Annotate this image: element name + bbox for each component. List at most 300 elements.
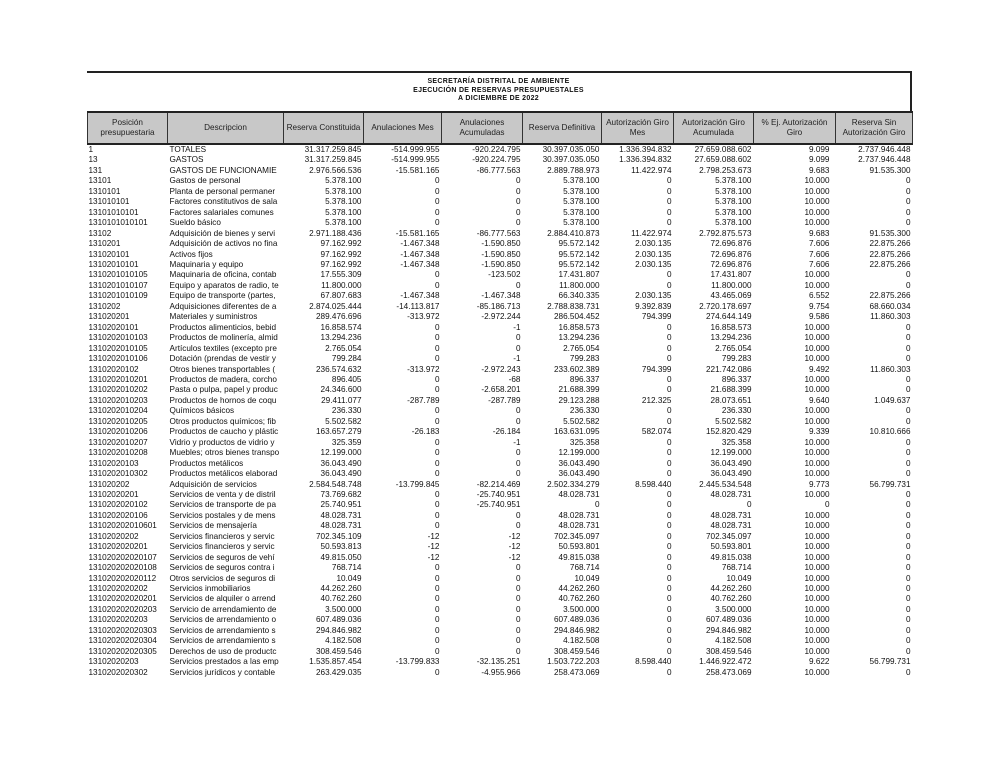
cell-posicion: 1310202020202 (88, 584, 148, 594)
cell-anulaciones-acumuladas: 0 (515, 333, 521, 343)
table-row (88, 647, 913, 657)
cell-pct-ejecucion: 10.000 (804, 385, 830, 395)
table-row (88, 281, 913, 291)
cell-descripcion: Servicios postales y de mens (169, 510, 276, 520)
cell-pct-ejecucion: 10.000 (804, 625, 830, 635)
cell-anulaciones-mes: 0 (434, 176, 440, 186)
cell-reserva-definitiva: 163.631.095 (553, 427, 600, 437)
cell-autorizacion-giro-acumulada: 36.043.490 (710, 469, 752, 479)
cell-reserva-sin-autorizacion: 22.875.266 (869, 239, 911, 249)
col-header-anulaciones-mes: Anulaciones Mes (364, 112, 442, 144)
cell-anulaciones-acumuladas: -1 (513, 437, 521, 447)
cell-autorizacion-giro-mes: 0 (666, 552, 672, 562)
table-row (88, 344, 913, 354)
cell-autorizacion-giro-acumulada: 36.043.490 (710, 458, 752, 468)
table-row (88, 176, 913, 186)
cell-reserva-definitiva: 29.123.288 (558, 395, 600, 405)
table-row (88, 260, 913, 270)
cell-reserva-constituida: 50.593.813 (320, 542, 362, 552)
cell-anulaciones-acumuladas: -4.955.966 (481, 667, 521, 677)
cell-pct-ejecucion: 9.492 (809, 364, 830, 374)
table-row (88, 490, 913, 500)
cell-pct-ejecucion: 9.683 (809, 165, 830, 175)
cell-descripcion: Servicios de arrendamiento o (169, 615, 276, 625)
cell-anulaciones-mes: 0 (434, 416, 440, 426)
cell-reserva-definitiva: 2.884.410.873 (547, 228, 600, 238)
col-header-anulaciones-acumuladas: Anulaciones Acumuladas (442, 112, 523, 144)
cell-reserva-definitiva: 702.345.097 (553, 531, 600, 541)
cell-descripcion: Productos de molinería, almid (169, 333, 278, 343)
table-row (88, 626, 913, 636)
cell-reserva-definitiva: 21.688.399 (558, 385, 600, 395)
cell-reserva-definitiva: 607.489.036 (553, 615, 600, 625)
table-body (88, 144, 913, 678)
cell-autorizacion-giro-acumulada: 5.378.100 (715, 218, 752, 228)
cell-reserva-sin-autorizacion: 22.875.266 (869, 291, 911, 301)
cell-autorizacion-giro-mes: 0 (666, 416, 672, 426)
cell-pct-ejecucion: 10.000 (804, 552, 830, 562)
cell-reserva-constituida: 13.294.236 (320, 333, 362, 343)
cell-descripcion: Equipo de transporte (partes, (169, 291, 276, 301)
cell-anulaciones-mes: 0 (434, 207, 440, 217)
cell-reserva-constituida: 36.043.490 (320, 469, 362, 479)
cell-anulaciones-mes: 0 (434, 667, 440, 677)
cell-anulaciones-mes: 0 (434, 636, 440, 646)
cell-reserva-constituida: 768.714 (331, 563, 362, 573)
cell-descripcion: Otros servicios de seguros di (169, 573, 276, 583)
cell-anulaciones-mes: 0 (434, 615, 440, 625)
cell-pct-ejecucion: 10.000 (804, 531, 830, 541)
table-row (88, 480, 913, 490)
report-sheet (87, 71, 912, 678)
table-row (88, 521, 913, 531)
cell-autorizacion-giro-mes: 0 (666, 510, 672, 520)
cell-reserva-constituida: 40.762.260 (320, 594, 362, 604)
cell-reserva-constituida: 5.378.100 (325, 186, 362, 196)
cell-reserva-definitiva: 3.500.000 (563, 604, 600, 614)
cell-reserva-sin-autorizacion: 0 (905, 521, 911, 531)
cell-anulaciones-mes: -15.581.165 (395, 228, 440, 238)
cell-reserva-constituida: 2.765.054 (325, 343, 362, 353)
cell-descripcion: Servicios de arrendamiento s (169, 625, 276, 635)
cell-anulaciones-mes: -1.467.348 (400, 291, 440, 301)
cell-anulaciones-mes: -1.467.348 (400, 259, 440, 269)
cell-reserva-constituida: 4.182.508 (325, 636, 362, 646)
cell-descripcion: Servicios de venta y de distril (169, 489, 276, 499)
cell-posicion: 13102020201 (88, 489, 139, 499)
cell-reserva-definitiva: 50.593.801 (558, 542, 600, 552)
cell-autorizacion-giro-acumulada: 2.765.054 (715, 343, 752, 353)
cell-reserva-sin-autorizacion: 0 (905, 646, 911, 656)
cell-autorizacion-giro-acumulada: 1.446.922.472 (699, 657, 752, 667)
cell-pct-ejecucion: 10.000 (804, 218, 830, 228)
cell-posicion: 131020202020203 (88, 604, 157, 614)
cell-anulaciones-mes: 0 (434, 218, 440, 228)
cell-reserva-sin-autorizacion: 0 (905, 469, 911, 479)
cell-autorizacion-giro-acumulada: 294.846.982 (705, 625, 752, 635)
cell-anulaciones-mes: 0 (434, 280, 440, 290)
cell-reserva-definitiva: 2.889.788.973 (547, 165, 600, 175)
cell-pct-ejecucion: 10.000 (804, 489, 830, 499)
cell-autorizacion-giro-mes: 0 (666, 176, 672, 186)
table-row (88, 396, 913, 406)
cell-reserva-sin-autorizacion: 0 (905, 625, 911, 635)
cell-reserva-constituida: 25.740.951 (320, 500, 362, 510)
cell-autorizacion-giro-mes: 8.598.440 (635, 657, 672, 667)
cell-descripcion: Adquisiciones diferentes de a (169, 301, 277, 311)
cell-reserva-constituida: 5.378.100 (325, 218, 362, 228)
cell-descripcion: Otros bienes transportables ( (169, 364, 276, 374)
table-row (88, 668, 913, 678)
cell-reserva-constituida: 236.330 (331, 406, 362, 416)
cell-posicion: 131020202010601 (88, 521, 157, 531)
cell-autorizacion-giro-mes: 0 (666, 448, 672, 458)
cell-autorizacion-giro-mes: 0 (666, 615, 672, 625)
cell-pct-ejecucion: 10.000 (804, 604, 830, 614)
cell-posicion: 1310202010207 (88, 437, 148, 447)
cell-descripcion: Productos alimenticios, bebid (169, 322, 276, 332)
cell-pct-ejecucion: 9.586 (809, 312, 830, 322)
cell-autorizacion-giro-mes: 0 (666, 385, 672, 395)
cell-anulaciones-acumuladas: -1.467.348 (481, 291, 521, 301)
table-row (88, 542, 913, 552)
cell-reserva-sin-autorizacion: 0 (905, 510, 911, 520)
cell-posicion: 1 (88, 145, 94, 154)
table-row (88, 553, 913, 563)
cell-autorizacion-giro-acumulada: 258.473.069 (705, 667, 752, 677)
cell-autorizacion-giro-mes: 0 (666, 343, 672, 353)
cell-anulaciones-mes: -12 (427, 552, 440, 562)
cell-reserva-definitiva: 30.397.035.050 (542, 145, 600, 154)
cell-anulaciones-mes: 0 (434, 625, 440, 635)
cell-anulaciones-acumuladas: -2.972.243 (481, 364, 521, 374)
col-header-autorizacion-giro-mes: Autorización Giro Mes (602, 112, 674, 144)
cell-autorizacion-giro-mes: 0 (666, 594, 672, 604)
cell-reserva-definitiva: 95.572.142 (558, 259, 600, 269)
cell-autorizacion-giro-mes: 212.325 (641, 395, 672, 405)
cell-anulaciones-mes: -313.972 (407, 312, 440, 322)
cell-autorizacion-giro-mes: 0 (666, 531, 672, 541)
cell-autorizacion-giro-acumulada: 28.073.651 (710, 395, 752, 405)
cell-reserva-definitiva: 294.846.982 (553, 625, 600, 635)
cell-autorizacion-giro-mes: 794.399 (641, 364, 672, 374)
table-row (88, 605, 913, 615)
cell-descripcion: Servicio de arrendamiento de (169, 604, 277, 614)
cell-pct-ejecucion: 10.000 (804, 416, 830, 426)
cell-autorizacion-giro-acumulada: 48.028.731 (710, 521, 752, 531)
cell-reserva-sin-autorizacion: 91.535.300 (869, 165, 911, 175)
cell-reserva-constituida: 236.574.632 (315, 364, 362, 374)
cell-anulaciones-mes: -13.799.833 (395, 657, 440, 667)
cell-anulaciones-mes: -514.999.955 (391, 145, 440, 154)
table-row (88, 584, 913, 594)
cell-pct-ejecucion: 10.000 (804, 573, 830, 583)
cell-autorizacion-giro-acumulada: 48.028.731 (710, 510, 752, 520)
cell-descripcion: Pasta o pulpa, papel y produc (169, 385, 278, 395)
cell-posicion: 1310201 (88, 239, 121, 249)
cell-autorizacion-giro-acumulada: 5.378.100 (715, 207, 752, 217)
cell-autorizacion-giro-mes: 794.399 (641, 312, 672, 322)
table-row (88, 155, 913, 165)
cell-reserva-sin-autorizacion: 91.535.300 (869, 228, 911, 238)
cell-autorizacion-giro-mes: 2.030.135 (635, 239, 672, 249)
cell-pct-ejecucion: 10.000 (804, 207, 830, 217)
cell-autorizacion-giro-mes: 0 (666, 604, 672, 614)
table-row (88, 500, 913, 510)
cell-autorizacion-giro-mes: 0 (666, 646, 672, 656)
cell-pct-ejecucion: 9.339 (809, 427, 830, 437)
table-row (88, 574, 913, 584)
cell-reserva-constituida: 16.858.574 (320, 322, 362, 332)
cell-reserva-sin-autorizacion: 22.875.266 (869, 259, 911, 269)
cell-anulaciones-mes: 0 (434, 385, 440, 395)
cell-autorizacion-giro-acumulada: 799.283 (721, 354, 752, 364)
cell-reserva-sin-autorizacion: 0 (905, 584, 911, 594)
cell-autorizacion-giro-mes: 0 (666, 573, 672, 583)
cell-pct-ejecucion: 10.000 (804, 458, 830, 468)
cell-reserva-sin-autorizacion: 0 (905, 270, 911, 280)
cell-descripcion: Adquisición de bienes y servi (169, 228, 276, 238)
cell-pct-ejecucion: 9.683 (809, 228, 830, 238)
cell-descripcion: Planta de personal permaner (169, 186, 276, 196)
cell-autorizacion-giro-acumulada: 5.378.100 (715, 197, 752, 207)
table-row (88, 333, 913, 343)
cell-reserva-constituida: 263.429.035 (315, 667, 362, 677)
cell-reserva-sin-autorizacion: 0 (905, 667, 911, 677)
cell-posicion: 1310101 (88, 186, 121, 196)
cell-pct-ejecucion: 10.000 (804, 437, 830, 447)
cell-reserva-sin-autorizacion: 0 (905, 573, 911, 583)
cell-anulaciones-mes: 0 (434, 584, 440, 594)
cell-autorizacion-giro-acumulada: 274.644.149 (705, 312, 752, 322)
cell-reserva-constituida: 31.317.259.845 (304, 155, 362, 165)
cell-reserva-constituida: 48.028.731 (320, 510, 362, 520)
cell-descripcion: Servicios financieros y servic (169, 531, 275, 541)
table-row (88, 166, 913, 176)
cell-autorizacion-giro-mes: 0 (666, 667, 672, 677)
cell-anulaciones-acumuladas: 0 (515, 343, 521, 353)
cell-reserva-sin-autorizacion: 11.860.303 (870, 312, 911, 322)
cell-posicion: 13101 (88, 176, 112, 186)
cell-descripcion: Gastos de personal (169, 176, 241, 186)
cell-reserva-sin-autorizacion: 0 (905, 531, 911, 541)
header-row (88, 112, 913, 144)
cell-descripcion: Servicios de alquiler o arrend (169, 594, 276, 604)
cell-anulaciones-mes: 0 (434, 510, 440, 520)
cell-reserva-definitiva: 896.337 (569, 374, 600, 384)
cell-autorizacion-giro-acumulada: 236.330 (721, 406, 752, 416)
cell-autorizacion-giro-mes: 2.030.135 (635, 291, 672, 301)
table-row (88, 427, 913, 437)
cell-reserva-constituida: 36.043.490 (320, 458, 362, 468)
cell-posicion: 1310202020302 (88, 667, 148, 677)
cell-autorizacion-giro-mes: 0 (666, 489, 672, 499)
cell-posicion: 1310202010205 (88, 416, 148, 426)
cell-reserva-definitiva: 4.182.508 (563, 636, 600, 646)
cell-anulaciones-acumuladas: 0 (515, 625, 521, 635)
cell-anulaciones-mes: -26.183 (411, 427, 440, 437)
cell-anulaciones-mes: 0 (434, 500, 440, 510)
cell-anulaciones-acumuladas: 0 (515, 563, 521, 573)
cell-reserva-sin-autorizacion: 0 (905, 552, 911, 562)
cell-reserva-constituida: 2.971.188.436 (309, 228, 362, 238)
cell-reserva-definitiva: 258.473.069 (553, 667, 600, 677)
cell-reserva-constituida: 325.359 (331, 437, 362, 447)
report-name: EJECUCIÓN DE RESERVAS PRESUPUESTALES (413, 86, 584, 94)
cell-posicion: 13 (88, 155, 98, 165)
cell-reserva-definitiva: 233.602.389 (553, 364, 600, 374)
cell-anulaciones-acumuladas: -25.740.951 (476, 500, 521, 510)
cell-posicion: 13102020203 (88, 657, 139, 667)
cell-reserva-sin-autorizacion: 0 (905, 594, 911, 604)
cell-reserva-sin-autorizacion: 56.799.731 (869, 657, 911, 667)
cell-reserva-definitiva: 36.043.490 (558, 469, 600, 479)
cell-anulaciones-acumuladas: 0 (515, 469, 521, 479)
cell-anulaciones-acumuladas: 0 (515, 176, 521, 186)
cell-anulaciones-mes: 0 (434, 197, 440, 207)
cell-anulaciones-acumuladas: -1.590.850 (481, 259, 521, 269)
cell-autorizacion-giro-acumulada: 49.815.038 (710, 552, 752, 562)
cell-reserva-definitiva: 5.378.100 (563, 186, 600, 196)
cell-posicion: 13102010101 (88, 259, 139, 269)
cell-pct-ejecucion: 10.000 (804, 354, 830, 364)
cell-autorizacion-giro-mes: 0 (666, 374, 672, 384)
cell-posicion: 131020202020107 (88, 552, 157, 562)
cell-reserva-definitiva: 10.049 (574, 573, 600, 583)
cell-anulaciones-acumuladas: 0 (515, 521, 521, 531)
cell-pct-ejecucion: 7.606 (809, 249, 830, 259)
cell-reserva-definitiva: 44.262.260 (558, 584, 600, 594)
cell-descripcion: Dotación (prendas de vestir y (169, 354, 276, 364)
cell-descripcion: Servicios de mensajería (169, 521, 257, 531)
cell-posicion: 1310202010105 (88, 343, 148, 353)
cell-reserva-constituida: 10.049 (336, 573, 362, 583)
cell-pct-ejecucion: 9.099 (809, 155, 830, 165)
table-row (88, 365, 913, 375)
cell-autorizacion-giro-acumulada: 5.378.100 (715, 176, 752, 186)
cell-anulaciones-acumuladas: -86.777.563 (476, 165, 521, 175)
cell-autorizacion-giro-acumulada: 16.858.573 (710, 322, 752, 332)
cell-pct-ejecucion: 10.000 (804, 542, 830, 552)
cell-reserva-constituida: 29.411.077 (321, 395, 362, 405)
cell-reserva-definitiva: 16.858.573 (558, 322, 600, 332)
cell-autorizacion-giro-acumulada: 2.445.534.548 (699, 479, 752, 489)
cell-autorizacion-giro-mes: 0 (666, 437, 672, 447)
cell-reserva-definitiva: 325.358 (569, 437, 600, 447)
table-row (88, 417, 913, 427)
cell-reserva-constituida: 44.262.260 (320, 584, 362, 594)
cell-autorizacion-giro-mes: 0 (666, 563, 672, 573)
cell-pct-ejecucion: 10.000 (804, 186, 830, 196)
cell-reserva-definitiva: 5.502.582 (563, 416, 600, 426)
cell-autorizacion-giro-acumulada: 12.199.000 (710, 448, 752, 458)
cell-anulaciones-acumuladas: -287.789 (488, 395, 521, 405)
cell-autorizacion-giro-mes: 1.336.394.832 (619, 155, 672, 165)
cell-anulaciones-acumuladas: -12 (508, 552, 521, 562)
cell-reserva-constituida: 24.346.600 (320, 385, 362, 395)
table-row (88, 438, 913, 448)
cell-posicion: 131 (88, 165, 103, 175)
table-row (88, 144, 913, 155)
cell-descripcion: Adquisición de servicios (169, 479, 257, 489)
cell-posicion: 1310201010107 (88, 280, 148, 290)
cell-anulaciones-mes: -287.789 (407, 395, 440, 405)
cell-posicion: 1310202010106 (88, 354, 148, 364)
budget-reserves-table (87, 111, 913, 678)
cell-anulaciones-mes: 0 (434, 186, 440, 196)
col-header-reserva-sin-autorizacion: Reserva Sin Autorización Giro (836, 112, 913, 144)
cell-autorizacion-giro-mes: 0 (666, 333, 672, 343)
cell-pct-ejecucion: 7.606 (809, 239, 830, 249)
cell-pct-ejecucion: 10.000 (804, 584, 830, 594)
cell-descripcion: Productos de hornos de coqu (169, 395, 277, 405)
cell-reserva-constituida: 5.502.582 (325, 416, 362, 426)
cell-reserva-definitiva: 48.028.731 (558, 521, 600, 531)
cell-anulaciones-acumuladas: 0 (515, 646, 521, 656)
table-row (88, 187, 913, 197)
cell-reserva-sin-autorizacion: 0 (905, 604, 911, 614)
cell-reserva-sin-autorizacion: 11.860.303 (870, 364, 911, 374)
cell-posicion: 1310202010103 (88, 333, 148, 343)
cell-posicion: 13102020202 (88, 531, 139, 541)
cell-autorizacion-giro-acumulada: 3.500.000 (715, 604, 752, 614)
table-row (88, 291, 913, 301)
cell-pct-ejecucion: 10.000 (804, 521, 830, 531)
cell-anulaciones-mes: -1.467.348 (400, 249, 440, 259)
cell-autorizacion-giro-acumulada: 2.792.875.573 (699, 228, 752, 238)
cell-anulaciones-acumuladas: -920.224.795 (472, 145, 521, 154)
cell-posicion: 13101010101 (88, 207, 139, 217)
cell-descripcion: Muebles; otros bienes transpo (169, 448, 280, 458)
cell-autorizacion-giro-mes: 582.074 (641, 427, 672, 437)
cell-anulaciones-acumuladas: 0 (515, 510, 521, 520)
cell-descripcion: Vidrio y productos de vidrio y (169, 437, 275, 447)
cell-autorizacion-giro-mes: 0 (666, 218, 672, 228)
cell-reserva-sin-autorizacion: 0 (905, 615, 911, 625)
cell-reserva-constituida: 97.162.992 (320, 249, 362, 259)
cell-anulaciones-acumuladas: 0 (515, 218, 521, 228)
cell-reserva-sin-autorizacion: 22.875.266 (869, 249, 911, 259)
cell-reserva-sin-autorizacion: 0 (905, 563, 911, 573)
cell-anulaciones-acumuladas: -26.184 (492, 427, 521, 437)
cell-autorizacion-giro-acumulada: 72.696.876 (710, 259, 752, 269)
cell-reserva-definitiva: 13.294.236 (558, 333, 600, 343)
cell-anulaciones-acumuladas: 0 (515, 604, 521, 614)
cell-descripcion: Factores salariales comunes (169, 207, 274, 217)
cell-autorizacion-giro-acumulada: 5.378.100 (715, 186, 752, 196)
cell-pct-ejecucion: 10.000 (804, 469, 830, 479)
cell-anulaciones-mes: 0 (434, 374, 440, 384)
cell-reserva-constituida: 5.378.100 (325, 207, 362, 217)
cell-pct-ejecucion: 9.640 (809, 395, 830, 405)
cell-autorizacion-giro-acumulada: 702.345.097 (705, 531, 752, 541)
cell-posicion: 131020202020108 (88, 563, 157, 573)
table-row (88, 302, 913, 312)
table-row (88, 563, 913, 573)
entity-name: SECRETARÍA DISTRITAL DE AMBIENTE (427, 78, 570, 85)
cell-reserva-sin-autorizacion: 0 (905, 322, 911, 332)
cell-anulaciones-acumuladas: 0 (515, 573, 521, 583)
cell-pct-ejecucion: 10.000 (804, 667, 830, 677)
cell-anulaciones-acumuladas: 0 (515, 584, 521, 594)
cell-reserva-definitiva: 2.502.334.279 (547, 479, 600, 489)
cell-reserva-sin-autorizacion: 56.799.731 (869, 479, 911, 489)
cell-reserva-definitiva: 799.283 (569, 354, 600, 364)
cell-anulaciones-acumuladas: -86.777.563 (476, 228, 521, 238)
cell-autorizacion-giro-acumulada: 17.431.807 (710, 270, 752, 280)
cell-pct-ejecucion: 9.099 (809, 145, 830, 154)
cell-posicion: 13102020102 (88, 364, 139, 374)
